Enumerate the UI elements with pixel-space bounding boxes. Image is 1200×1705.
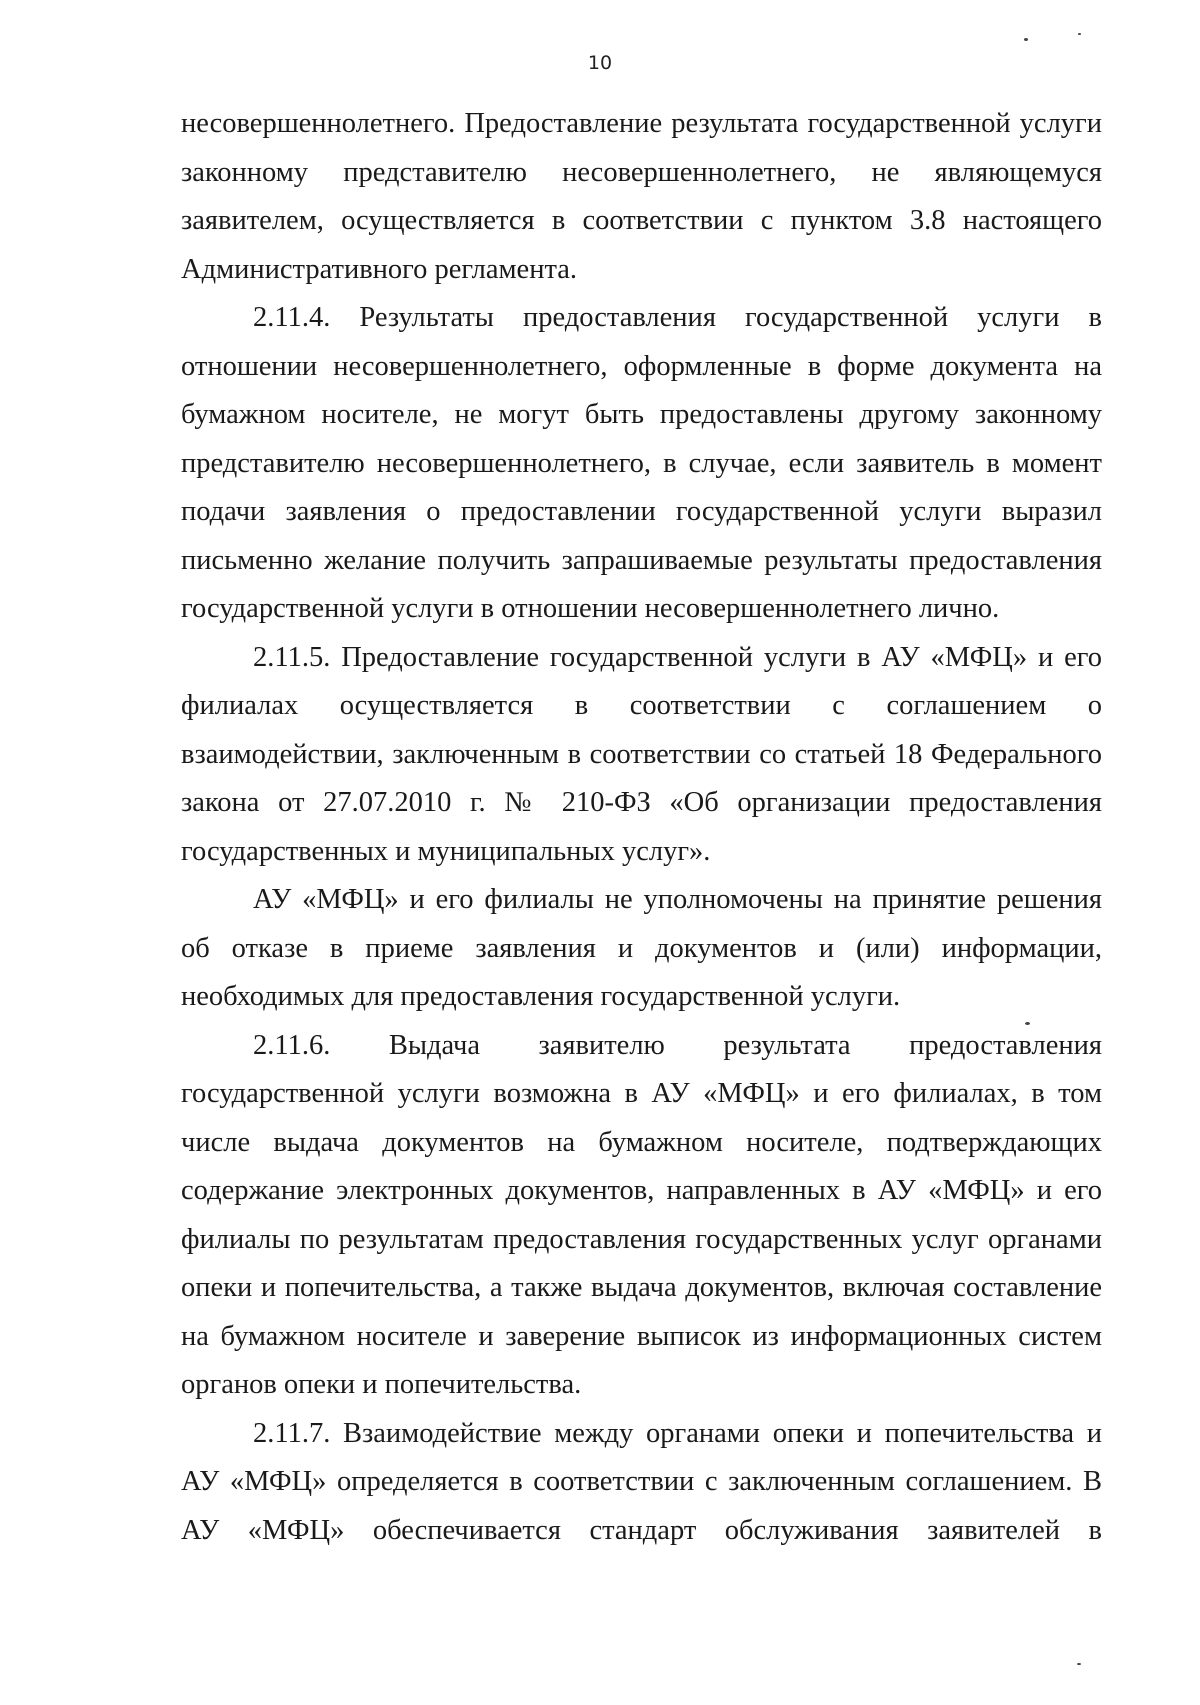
scan-speck: [1025, 1022, 1030, 1025]
paragraph-2-11-7: 2.11.7. Взаимодействие между органами опеки и попечительства и АУ «МФЦ» определяется в соответствии с заключенным соглашением. В АУ «МФЦ» обеспечивается стандарт обслуживания заявителей в: [181, 1417, 1102, 1546]
page-number: 10: [587, 52, 613, 74]
paragraph-2-11-6: 2.11.6. Выдача заявителю результата предоставления государственной услуги возможна в АУ «МФЦ» и его филиалах, в том числе выдача документов на бумажном носителе, подтверждающих содержание электронных документов, направленных в АУ «МФЦ» и его филиалы по результатам предоставления государственных услуг органами опеки и попечительства, а также выдача документов, включая составление на бумажном носителе и заверение выписок из информационных систем органов опеки и попечительства.: [181, 1029, 1102, 1400]
paragraph-2-11-5: 2.11.5. Предоставление государственной услуги в АУ «МФЦ» и его филиалах осуществляется в соответствии с соглашением о взаимодействии, заключенным в соответствии со статьей 18 Федерального закона от 27.07.2010 г. № 210-ФЗ «Об организации предоставления государственных и муниципальных услуг».: [181, 641, 1102, 867]
paragraph-mfc-authority: АУ «МФЦ» и его филиалы не уполномочены на принятие решения об отказе в приеме заявления и документов и (или) информации, необходимых для предоставления государственной услуги.: [181, 884, 1102, 1012]
paragraph-continuation: несовершеннолетнего. Предоставление результата государственной услуги законному представителю несовершеннолетнего, не являющемуся заявителем, осуществляется в соответствии с пунктом 3.8 настоящего Административного регламента.: [181, 108, 1102, 285]
scan-speck: [1024, 38, 1028, 41]
scan-speck: [1077, 1663, 1081, 1665]
scan-speck: [1078, 33, 1081, 35]
document-body: [181, 100, 1102, 1555]
paragraph-2-11-4: 2.11.4. Результаты предоставления государственной услуги в отношении несовершеннолетнего, оформленные в форме документа на бумажном носителе, не могут быть предоставлены другому законному представителю несовершеннолетнего, в случае, если заявитель в момент подачи заявления о предоставлении государственной услуги выразил письменно желание получить запрашиваемые результаты предоставления государственной услуги в отношении несовершеннолетнего лично.: [181, 302, 1102, 624]
